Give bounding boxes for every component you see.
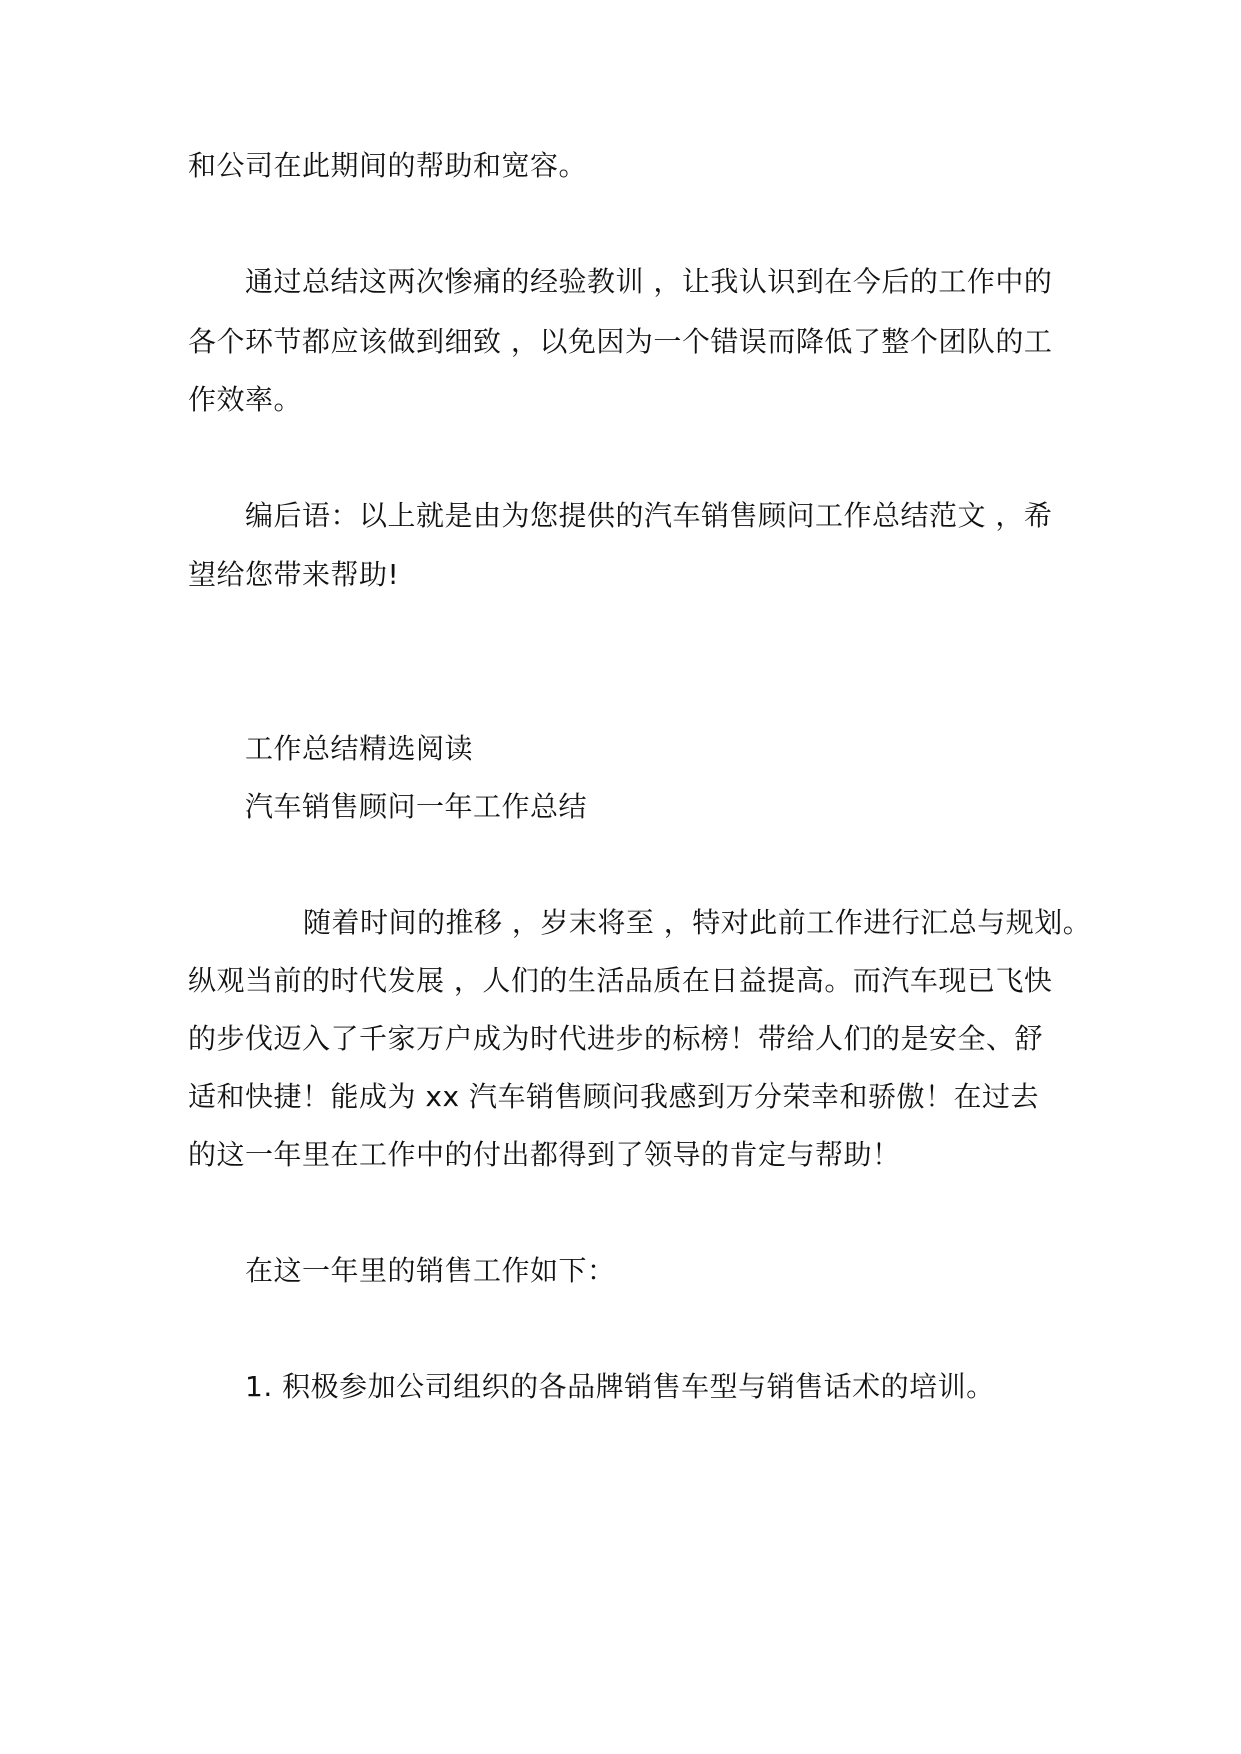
paragraph-lessons-line-2: 各个环节都应该做到细致 ，以免因为一个错误而降低了整个团队的工 bbox=[188, 325, 1053, 358]
intro-line-5: 的这一年里在工作中的付出都得到了领导的肯定与帮助！ bbox=[188, 1138, 901, 1171]
paragraph-lessons-line-1: 通过总结这两次惨痛的经验教训 ，让我认识到在今后的工作中的 bbox=[245, 265, 1053, 298]
article-title: 汽车销售顾问一年工作总结 bbox=[245, 790, 588, 823]
list-item-1: 1. 积极参加公司组织的各品牌销售车型与销售话术的培训。 bbox=[245, 1370, 995, 1403]
work-intro-line: 在这一年里的销售工作如下： bbox=[245, 1254, 616, 1287]
editor-note-line-1: 编后语：以上就是由为您提供的汽车销售顾问工作总结范文 ，希 bbox=[245, 499, 1053, 532]
intro-line-4: 适和快捷！能成为 xx 汽车销售顾问我感到万分荣幸和骄傲！在过去 bbox=[188, 1080, 1039, 1113]
section-heading: 工作总结精选阅读 bbox=[245, 732, 474, 765]
editor-note-line-2: 望给您带来帮助! bbox=[188, 558, 400, 591]
intro-line-3: 的步伐迈入了千家万户成为时代进步的标榜！带给人们的是安全、舒 bbox=[188, 1022, 1044, 1055]
intro-line-1: 随着时间的推移 ，岁末将至 ，特对此前工作进行汇总与规划。 bbox=[303, 906, 1092, 939]
intro-line-2: 纵观当前的时代发展 ，人们的生活品质在日益提高。而汽车现已飞快 bbox=[188, 964, 1053, 997]
paragraph-lessons-line-3: 作效率。 bbox=[188, 383, 303, 416]
paragraph-closing-line: 和公司在此期间的帮助和宽容。 bbox=[188, 149, 588, 182]
